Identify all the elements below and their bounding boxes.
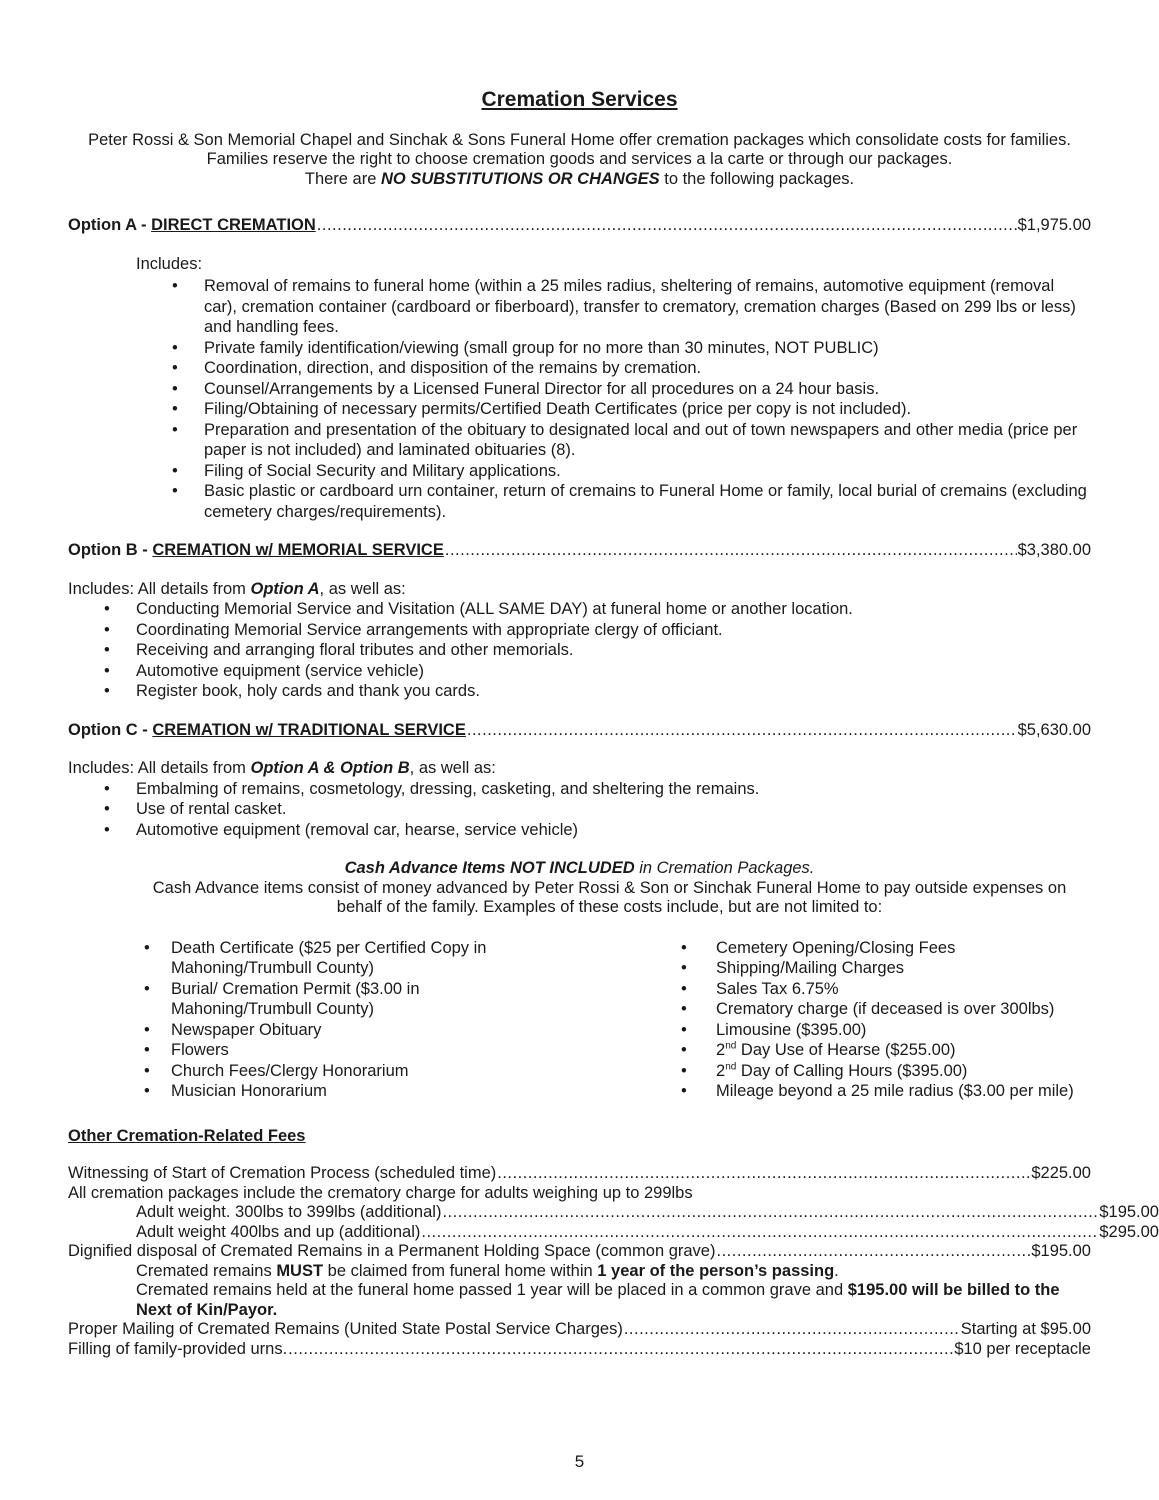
list-item: • Basic plastic or cardboard urn container, return of cremains to Funeral Home or family, local burial of cremains (excluding cemetery charges/requirements).: [68, 481, 1091, 522]
list-item: • Cemetery Opening/Closing Fees: [613, 938, 1091, 959]
option-c-includes: Includes: All details from Option A & Option B, as well as:: [68, 759, 496, 777]
option-a-name: DIRECT CREMATION: [151, 216, 316, 234]
cash-advance-items: [68, 938, 1091, 1102]
list-item: • Church Fees/Clergy Honorarium: [68, 1061, 613, 1082]
list-item: • Crematory charge (if deceased is over 300lbs): [613, 999, 1091, 1020]
other-fees: [68, 1164, 1159, 1359]
option-a-list: [68, 276, 1091, 522]
list-item: • Receiving and arranging floral tributes and other memorials.: [68, 640, 1091, 661]
list-item: • Preparation and presentation of the obituary to designated local and out of town newspapers and other media (price per paper is not included) and laminated obituaries (8).: [68, 420, 1091, 461]
list-item: • Filing of Social Security and Military applications.: [68, 461, 1091, 482]
fee-row: Filling of family-provided urns. ..... $10 per receptacle: [68, 1340, 1091, 1360]
option-b-includes: Includes: All details from Option A, as well as:: [68, 579, 406, 598]
fee-note: All cremation packages include the crematory charge for adults weighing up to 299lbs: [68, 1183, 693, 1202]
list-item: • Removal of remains to funeral home (within a 25 miles radius, sheltering of remains, automotive equipment (removal car), cremation container (cardboard or fiberboard), transfer to crematory, cremation charges (Based on 299 lbs or less) and handling fees.: [68, 276, 1091, 338]
option-c-name: CREMATION w/ TRADITIONAL SERVICE: [152, 720, 466, 739]
list-item: • Automotive equipment (removal car, hearse, service vehicle): [68, 820, 1091, 841]
option-a-price: $1,975.00: [1017, 216, 1091, 234]
other-fees-heading: Other Cremation-Related Fees: [68, 1126, 306, 1145]
list-item: • Coordinating Memorial Service arrangements with appropriate clergy of officiant.: [68, 620, 1091, 641]
option-b-price: $3,380.00: [1017, 541, 1091, 559]
list-item: • Shipping/Mailing Charges: [613, 958, 1091, 979]
option-b-name: CREMATION w/ MEMORIAL SERVICE: [152, 541, 444, 559]
fee-row: Adult weight 400lbs and up (additional) ..... $295.00: [68, 1223, 1159, 1243]
list-item: • Flowers: [68, 1040, 613, 1061]
list-item: • Use of rental casket.: [68, 799, 1091, 820]
list-item: • Private family identification/viewing (small group for no more than 30 minutes, NOT PUBLIC): [68, 338, 1091, 359]
option-b-header: Option B - CREMATION w/ MEMORIAL SERVICE ..... $3,380.00: [68, 540, 1091, 561]
cash-advance-left-list: [68, 938, 613, 1102]
list-item: • Conducting Memorial Service and Visitation (ALL SAME DAY) at funeral home or another location.: [68, 599, 1091, 620]
intro: [68, 131, 1091, 190]
list-item: • Coordination, direction, and disposition of the remains by cremation.: [68, 358, 1091, 379]
option-c-header: Option C - CREMATION w/ TRADITIONAL SERVICE ..... $5,630.00: [68, 720, 1091, 741]
cash-advance-heading: Cash Advance Items NOT INCLUDED in Cremation Packages.: [344, 859, 815, 877]
list-item: • Counsel/Arrangements by a Licensed Funeral Director for all procedures on a 24 hour basis.: [68, 379, 1091, 400]
option-a-header: Option A - DIRECT CREMATION ..... $1,975.00: [68, 215, 1091, 236]
list-item: • Automotive equipment (service vehicle): [68, 661, 1091, 682]
list-item: • Register book, holy cards and thank you cards.: [68, 681, 1091, 702]
fee-row: Proper Mailing of Cremated Remains (United State Postal Service Charges) ..... Starting at $95.00: [68, 1320, 1091, 1340]
list-item: • Embalming of remains, cosmetology, dressing, casketing, and sheltering the remains.: [68, 779, 1091, 800]
list-item: • Mileage beyond a 25 mile radius ($3.00 per mile): [613, 1081, 1091, 1102]
list-item: • Newspaper Obituary: [68, 1020, 613, 1041]
option-c-list: [68, 779, 1091, 841]
option-b-list: [68, 599, 1091, 702]
page: [68, 86, 1159, 1359]
cash-advance-right-list: [613, 938, 1091, 1102]
list-item: • 2nd Day Use of Hearse ($255.00): [613, 1040, 1091, 1061]
fee-row: Dignified disposal of Cremated Remains in a Permanent Holding Space (common grave) ..... $195.00: [68, 1242, 1091, 1262]
option-a-includes-label: Includes:: [136, 254, 203, 273]
fee-note: Cremated remains held at the funeral home passed 1 year will be placed in a common grave and $195.00 will be billed to the Next of Kin/Payor.: [136, 1281, 1060, 1319]
list-item: • 2nd Day of Calling Hours ($395.00): [613, 1061, 1091, 1082]
list-item: • Death Certificate ($25 per Certified Copy in Mahoning/Trumbull County): [68, 938, 613, 979]
intro-line: Families reserve the right to choose cremation goods and services a la carte or through our packages.: [206, 150, 953, 168]
page-title: Cremation Services: [481, 88, 678, 111]
cash-advance-text: Cash Advance items consist of money advanced by Peter Rossi & Son or Sinchak Funeral Home to pay outside expenses on behalf of the family. Examples of these costs include, but are not limited to:: [152, 878, 1067, 916]
list-item: • Musician Honorarium: [68, 1081, 613, 1102]
list-item: • Filing/Obtaining of necessary permits/Certified Death Certificates (price per copy is not included).: [68, 399, 1091, 420]
fee-row: Witnessing of Start of Cremation Process (scheduled time) ..... $225.00: [68, 1164, 1091, 1184]
fee-row: Adult weight. 300lbs to 399lbs (additional) ..... $195.00: [68, 1203, 1159, 1223]
list-item: • Burial/ Cremation Permit ($3.00 in Mahoning/Trumbull County): [68, 979, 613, 1020]
option-c-price: $5,630.00: [1017, 720, 1091, 739]
intro-line: Peter Rossi & Son Memorial Chapel and Sinchak & Sons Funeral Home offer cremation packages which consolidate costs for families.: [88, 130, 1071, 149]
fee-note: Cremated remains MUST be claimed from funeral home within 1 year of the person’s passing.: [136, 1261, 839, 1280]
page-number: 5: [574, 1452, 585, 1471]
intro-line: There are NO SUBSTITUTIONS OR CHANGES to the following packages.: [304, 169, 855, 188]
list-item: • Sales Tax 6.75%: [613, 979, 1091, 1000]
list-item: • Limousine ($395.00): [613, 1020, 1091, 1041]
